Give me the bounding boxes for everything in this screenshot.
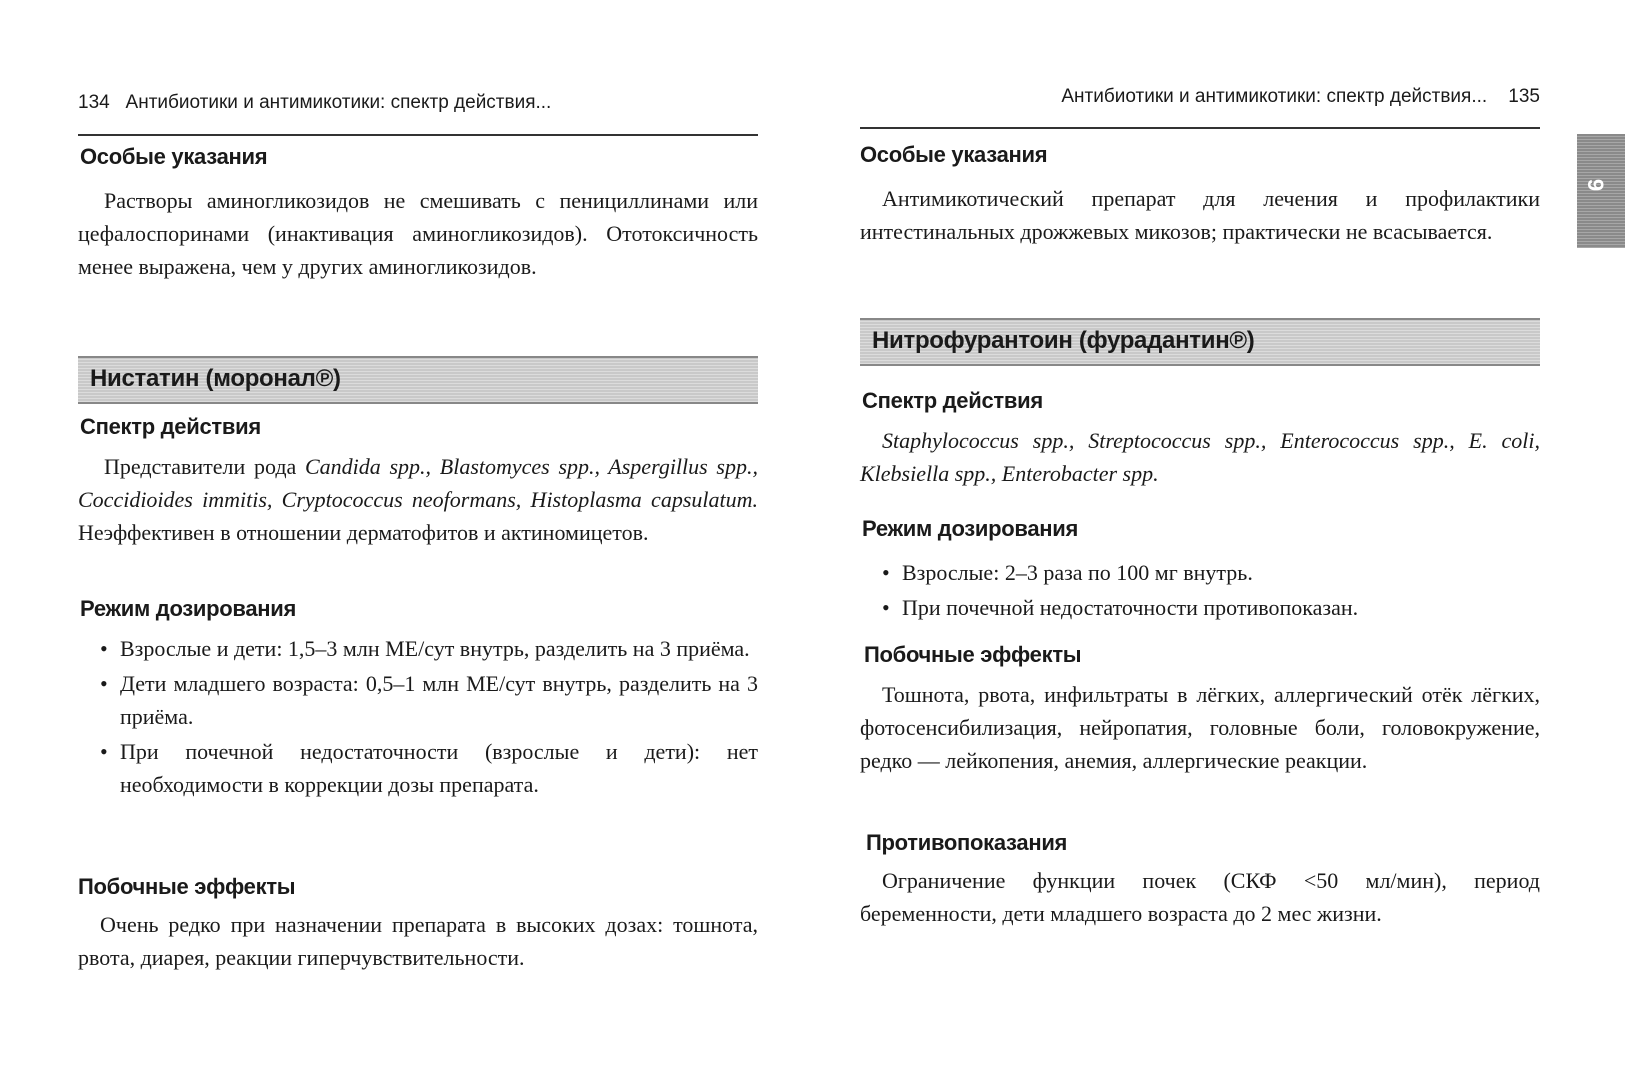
section-heading-dosing: Режим дозирования xyxy=(862,516,1079,541)
special-text: Антимикотический препарат для лечения и профилактики интестинальных дрожжевых микозов; практически не всасывается. xyxy=(860,186,1540,244)
contraindications-text: Ограничение функции почек (СКФ <50 мл/мин), период беременности, дети младшего возраста до 2 мес жизни. xyxy=(860,868,1540,926)
side-effects-text: Очень редко при назначении препарата в высоких дозах: тошнота, рвота, диарея, реакции гиперчувствительности. xyxy=(78,912,758,970)
list-item: • При почечной недостаточности (взрослые и дети): нет необходимости в коррекции дозы препарата. xyxy=(100,739,758,797)
right-running-header xyxy=(860,86,1540,108)
section-heading-special: Особые указания xyxy=(80,144,268,169)
page-number: 135 xyxy=(1508,86,1540,107)
drug-title-bar xyxy=(860,318,1540,366)
list-item: • Взрослые: 2–3 раза по 100 мг внутрь. xyxy=(882,560,1253,585)
running-head: Антибиотики и антимикотики: спектр действия... xyxy=(125,92,552,113)
header-rule xyxy=(860,127,1540,129)
section-heading-spectrum: Спектр действия xyxy=(80,414,261,439)
page-number: 134 xyxy=(78,92,110,113)
left-running-header xyxy=(78,92,758,114)
list-item: • При почечной недостаточности противопоказан. xyxy=(882,595,1359,620)
spectrum-tail: Неэффективен в отношении дерматофитов и актиномицетов. xyxy=(78,520,649,545)
spectrum-text xyxy=(78,450,758,549)
dosing-list xyxy=(78,632,758,803)
spectrum-organisms: Staphylococcus spp., Streptococcus spp., Enterococcus spp., E. coli, Klebsiella spp., Enterobacter spp. xyxy=(860,428,1540,486)
running-head: Антибиотики и антимикотики: спектр действия... xyxy=(1061,86,1488,107)
spectrum-organisms: Candida spp., Blastomyces spp., Aspergillus spp., Coccidioides immitis, Cryptococcus neoformans, Histoplasma capsulatum. xyxy=(78,454,758,512)
section-heading-spectrum: Спектр действия xyxy=(862,388,1043,413)
list-item: • Взрослые и дети: 1,5–3 млн МЕ/сут внутрь, разделить на 3 приёма. xyxy=(100,636,750,661)
header-rule xyxy=(78,134,758,136)
section-heading-special: Особые указания xyxy=(860,142,1048,167)
list-item: • Дети младшего возраста: 0,5–1 млн МЕ/сут внутрь, разделить на 3 приёма. xyxy=(100,671,758,729)
section-heading-contraindications: Противопоказания xyxy=(866,830,1068,855)
section-heading-side-effects: Побочные эффекты xyxy=(864,642,1082,667)
spectrum-intro: Представители рода xyxy=(104,454,305,479)
special-text: Растворы аминогликозидов не смешивать с пенициллинами или цефалоспоринами (инактивация аминогликозидов). Ототоксичность менее выражена, чем у других аминогликозидов. xyxy=(78,188,758,279)
dosing-list xyxy=(860,556,1540,626)
drug-title-bar xyxy=(78,356,758,404)
chapter-tab xyxy=(1577,134,1625,248)
drug-title: Нитрофурантоин (фурадантин℗) xyxy=(872,327,1255,354)
chapter-number: 9 xyxy=(1583,178,1609,192)
section-heading-side-effects: Побочные эффекты xyxy=(78,874,296,899)
section-heading-dosing: Режим дозирования xyxy=(80,596,297,621)
drug-title: Нистатин (моронал℗) xyxy=(90,365,341,392)
spectrum-text xyxy=(860,424,1540,490)
side-effects-text: Тошнота, рвота, инфильтраты в лёгких, аллергический отёк лёгких, фотосенсибилизация, нейропатия, головные боли, головокружение, редко — лейкопения, анемия, аллергические реакции. xyxy=(860,682,1540,773)
